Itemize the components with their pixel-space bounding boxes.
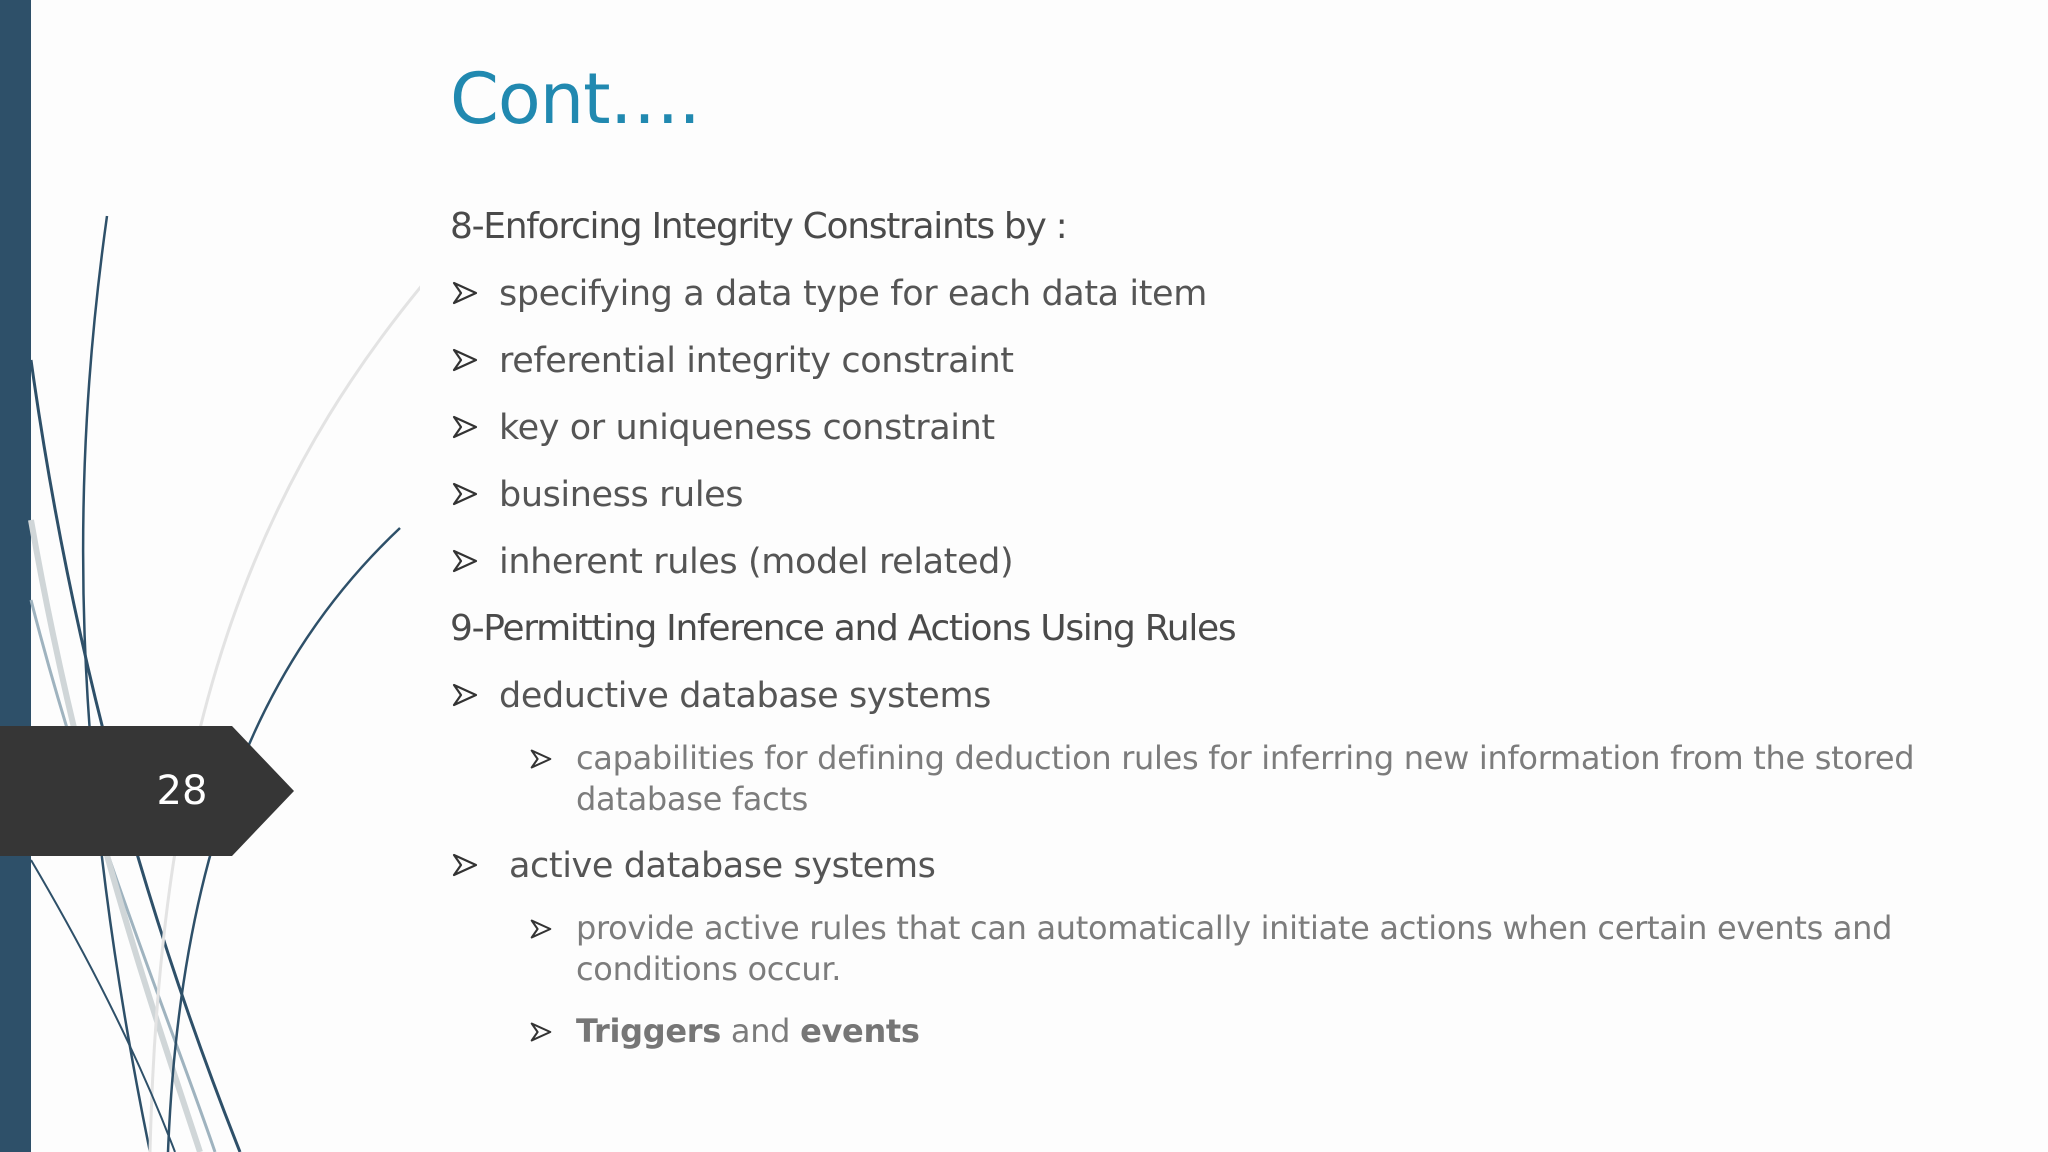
list-item-active (450, 841, 1950, 891)
list-item (450, 403, 1950, 453)
sub-list-item-text: provide active rules that can automatically initiate actions when certain events and conditions occur. (576, 909, 1893, 988)
list-item-label: active database systems (509, 846, 936, 886)
arrow-bullet-icon (452, 682, 478, 708)
sub-list-item-triggers (530, 1011, 1950, 1052)
list-item (450, 336, 1950, 386)
slide-number: 28 (156, 768, 208, 814)
sub-list-item-text (530, 1011, 2016, 1052)
list-item-label: referential integrity constraint (499, 341, 1014, 381)
arrow-bullet-icon (452, 548, 478, 574)
list-item-label: deductive database systems (499, 676, 991, 716)
slide-content (450, 202, 1950, 1073)
decorative-curves (0, 0, 420, 1152)
sub-list-item-deductive (530, 738, 1950, 820)
arrow-bullet-icon (452, 347, 478, 373)
list-item (450, 470, 1950, 520)
arrow-bullet-icon (530, 748, 552, 770)
arrow-bullet-icon (452, 414, 478, 440)
list-item-label: business rules (499, 475, 744, 515)
section-heading-inference: 9-Permitting Inference and Actions Using Rules (450, 608, 1236, 649)
and-word: and (730, 1012, 791, 1050)
section-heading-integrity: 8-Enforcing Integrity Constraints by : (450, 206, 1067, 247)
list-item-label: key or uniqueness constraint (499, 408, 995, 448)
list-item-label: specifying a data type for each data item (499, 274, 1207, 314)
slide-title: Cont…. (450, 58, 700, 140)
sub-list-item-active (530, 908, 1950, 990)
list-item-label: inherent rules (model related) (499, 542, 1014, 582)
arrow-bullet-icon (452, 852, 478, 878)
arrow-bullet-icon (452, 481, 478, 507)
sub-list-item-text: capabilities for defining deduction rules for inferring new information from the stored database facts (576, 739, 1915, 818)
arrow-bullet-icon (530, 918, 552, 940)
arrow-bullet-icon (452, 280, 478, 306)
arrow-bullet-icon (530, 1021, 552, 1043)
list-item-deductive (450, 671, 1950, 721)
events-term: events (800, 1012, 920, 1050)
list-item (450, 537, 1950, 587)
slide-number-tag (0, 726, 294, 856)
list-item (450, 269, 1950, 319)
triggers-term: Triggers (576, 1012, 722, 1050)
